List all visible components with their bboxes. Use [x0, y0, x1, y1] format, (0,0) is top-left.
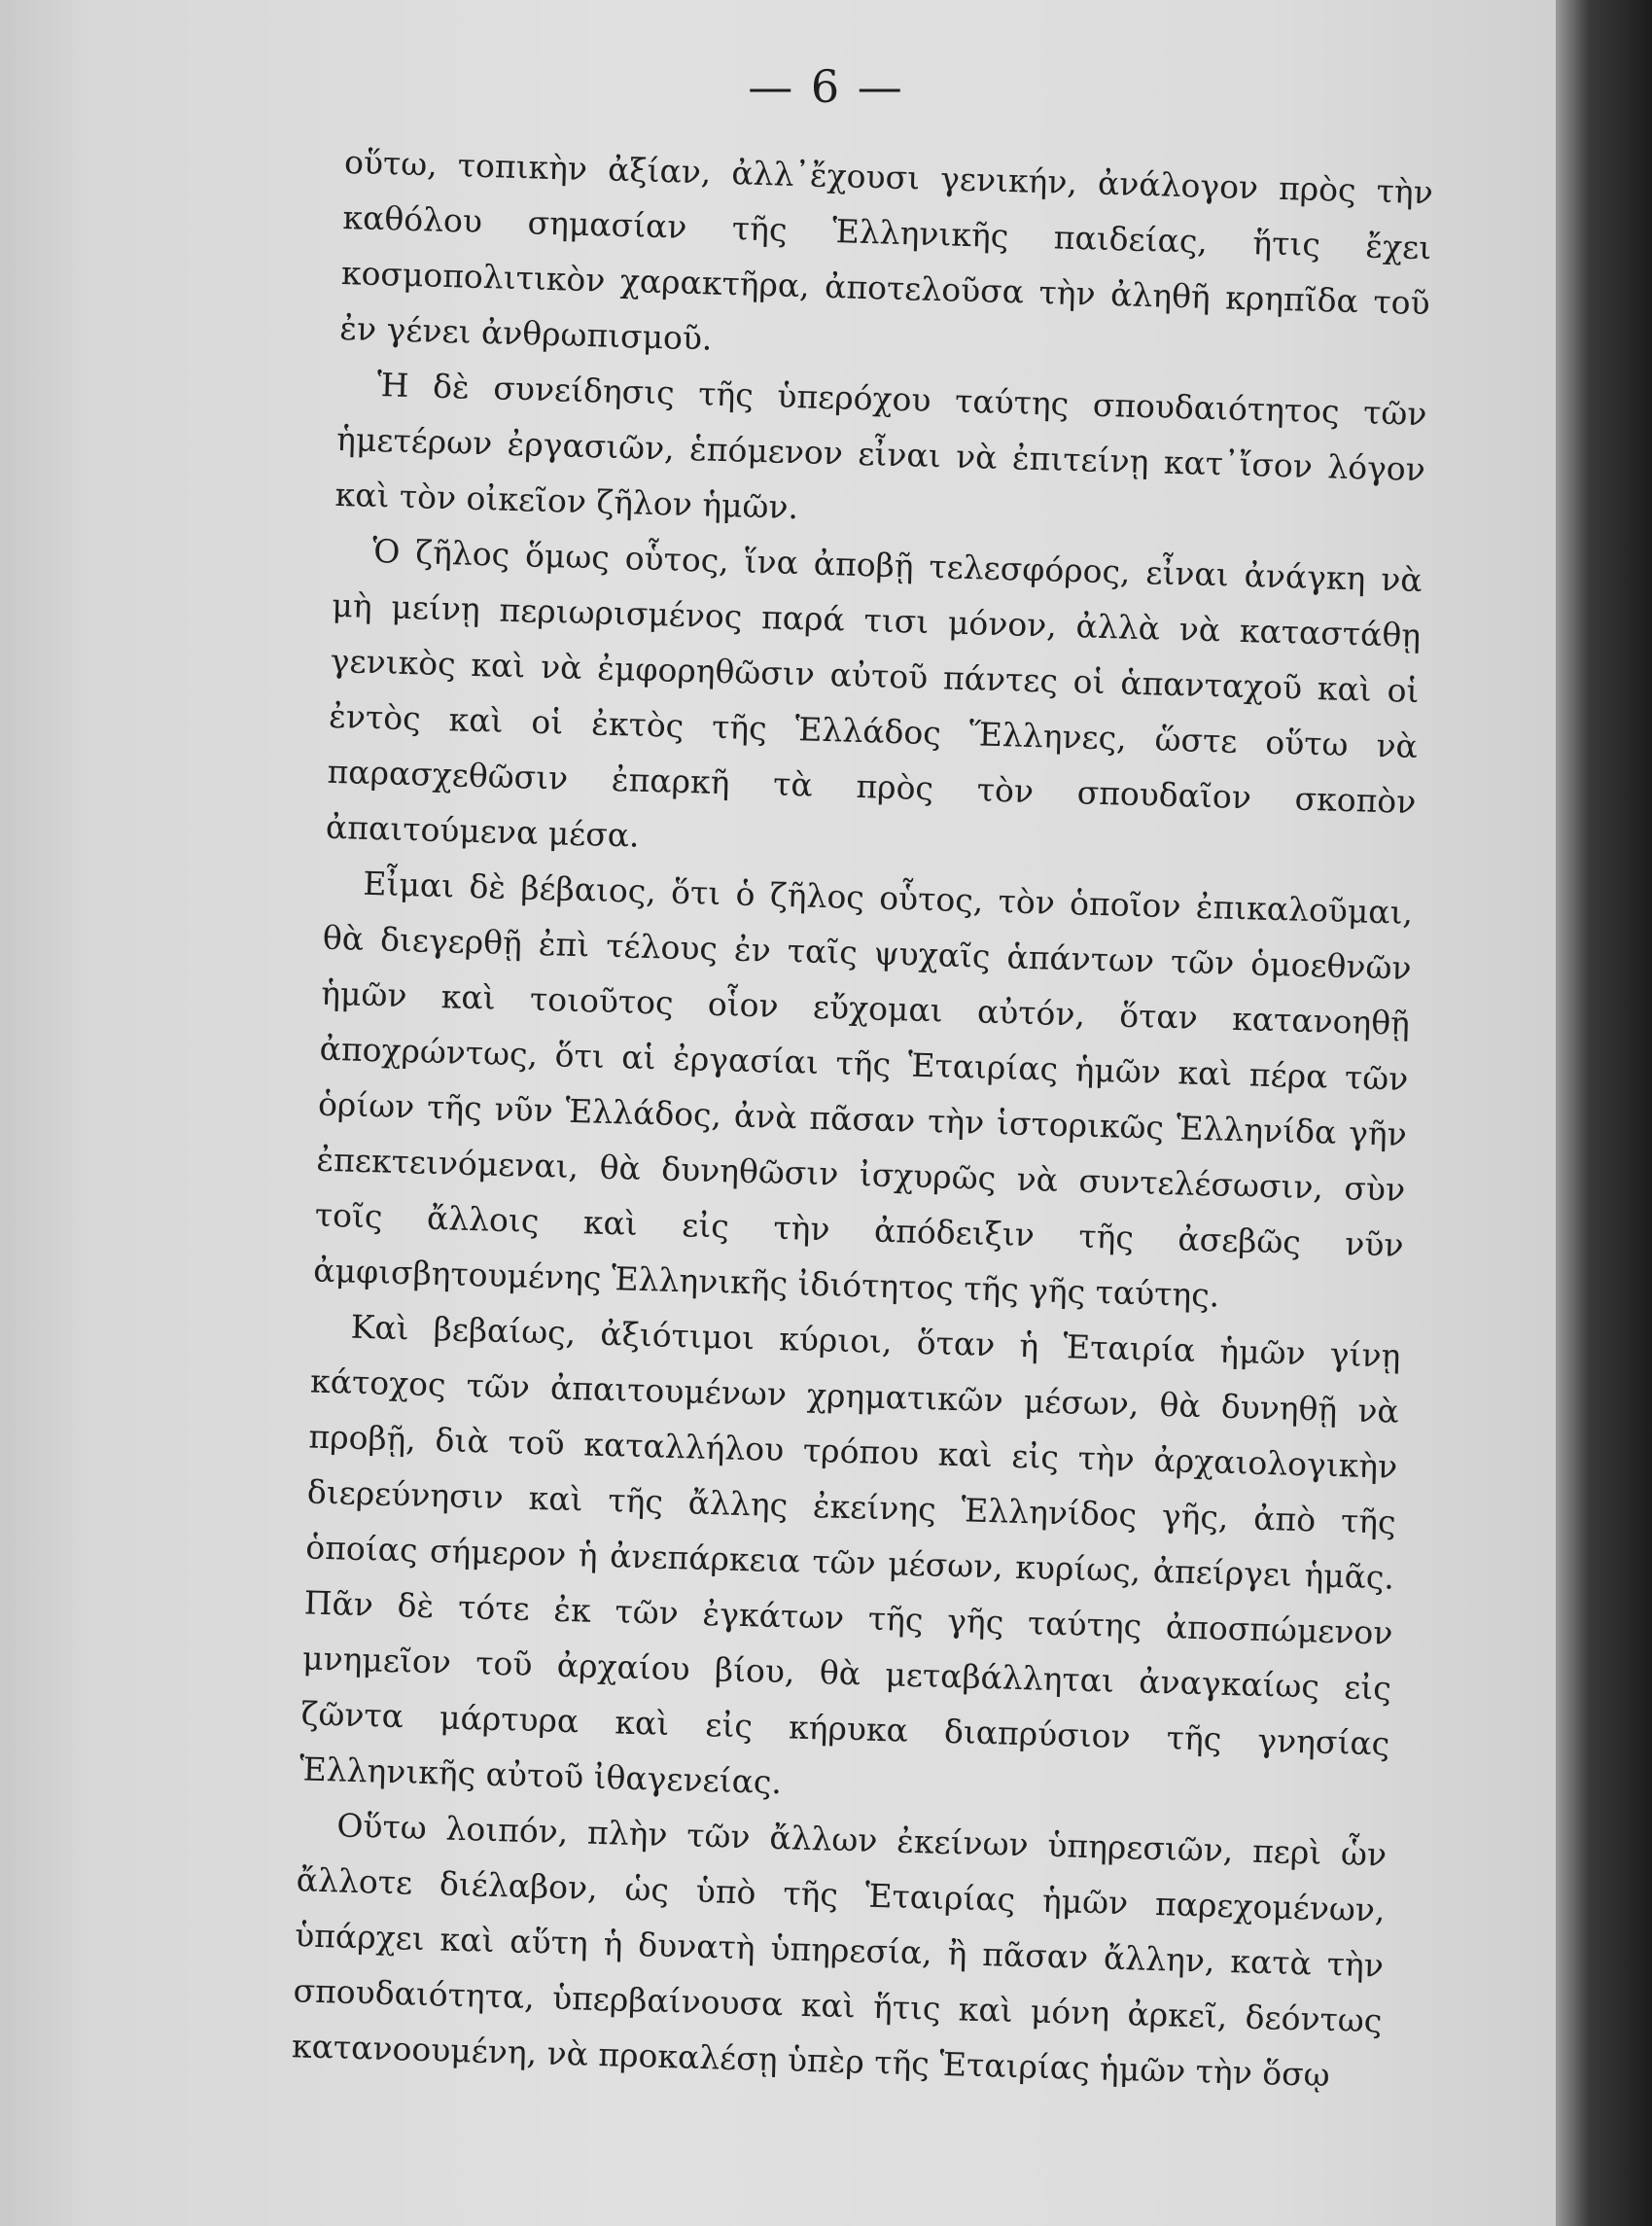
- paragraph-6: Οὕτω λοιπόν, πλὴν τῶν ἄλλων ἐκείνων ὑπηρεσιῶν, περὶ ὧν ἄλλοτε διέλαβον, ὡς ὑπὸ τῆς Ἑταιρίας ἡμῶν παρεχομένων, ὑπάρχει καὶ αὕτη ἡ δυνατὴ ὑπηρεσία, ἢ πᾶσαν ἄλλην, κατὰ τὴν σπουδαιότητα, ὑπερβαίνουσα καὶ ἥτις καὶ μόνη ἀρκεῖ, δεόντως κατανοουμένη, νὰ προκαλέσῃ ὑπὲρ τῆς Ἑταιρίας ἡμῶν τὴν ὅσῳ: [291, 1806, 1388, 2095]
- paragraph-3: Ὁ ζῆλος ὅμως οὗτος, ἵνα ἀποβῇ τελεσφόρος, εἶναι ἀνάγκη νὰ μὴ μείνῃ περιωρισμένος παρά τισι μόνον, ἀλλὰ νὰ καταστάθῃ γενικὸς καὶ νὰ ἐμφορηθῶσιν αὐτοῦ πάντες οἱ ἁπανταχοῦ καὶ οἱ ἐντὸς καὶ οἱ ἐκτὸς τῆς Ἑλλάδος Ἕλληνες, ὥστε οὕτω νὰ παρασχεθῶσιν ἐπαρκῆ τὰ πρὸς τὸν σπουδαῖον σκοπὸν ἀπαιτούμενα μέσα.: [325, 531, 1424, 855]
- body-text: [291, 134, 1433, 2103]
- page-number: — 6 —: [748, 60, 904, 113]
- paragraph-1: οὕτω, τοπικὴν ἀξίαν, ἀλλ᾽ἔχουσι γενικήν, ἀνάλογον πρὸς τὴν καθόλου σημασίαν τῆς Ἑλληνικῆς παιδείας, ἥτις ἔχει κοσμοπολιτικὸν χαρακτῆρα, ἀποτελοῦσα τὴν ἀληθῆ κρηπῖδα τοῦ ἐν γένει ἀνθρωπισμοῦ.: [338, 142, 1434, 358]
- paragraph-4: Εἶμαι δὲ βέβαιος, ὅτι ὁ ζῆλος οὗτος, τὸν ὁποῖον ἐπικαλοῦμαι, θὰ διεγερθῇ ἐπὶ τέλους ἐν ταῖς ψυχαῖς ἁπάντων τῶν ὁμοεθνῶν ἡμῶν καὶ τοιοῦτος οἷον εὔχομαι αὐτόν, ὅταν κατανοηθῇ ἀποχρώντως, ὅτι αἱ ἐργασίαι τῆς Ἑταιρίας ἡμῶν καὶ πέρα τῶν ὁρίων τῆς νῦν Ἑλλάδος, ἀνὰ πᾶσαν τὴν ἱστορικῶς Ἑλληνίδα γῆν ἐπεκτεινόμεναι, θὰ δυνηθῶσιν ἰσχυρῶς νὰ συντελέσωσιν, σὺν τοῖς ἄλλοις καὶ εἰς τὴν ἀπόδειξιν τῆς ἀσεβῶς νῦν ἀμφισβητουμένης Ἑλληνικῆς ἰδιότητος τῆς γῆς ταύτης.: [312, 864, 1414, 1315]
- book-gutter-shadow: [1556, 0, 1652, 2226]
- paragraph-5: Καὶ βεβαίως, ἀξιότιμοι κύριοι, ὅταν ἡ Ἑταιρία ἡμῶν γίνῃ κάτοχος τῶν ἀπαιτουμένων χρηματικῶν μέσων, θὰ δυνηθῇ νὰ προβῇ, διὰ τοῦ καταλλήλου τρόπου καὶ εἰς τὴν ἀρχαιολογικὴν διερεύνησιν καὶ τῆς ἄλλης ἐκείνης Ἑλληνίδος γῆς, ἀπὸ τῆς ὁποίας σήμερον ἡ ἀνεπάρκεια τῶν μέσων, κυρίως, ἀπείργει ἡμᾶς. Πᾶν δὲ τότε ἐκ τῶν ἐγκάτων τῆς γῆς ταύτης ἀποσπώμενον μνημεῖον τοῦ ἀρχαίου βίου, θὰ μεταβάλληται ἀναγκαίως εἰς ζῶντα μάρτυρα καὶ εἰς κήρυκα διαπρύσιον τῆς γνησίας Ἑλληνικῆς αὐτοῦ ἰθαγενείας.: [299, 1307, 1401, 1802]
- paragraph-2: Ἡ δὲ συνείδησις τῆς ὑπερόχου ταύτης σπουδαιότητος τῶν ἡμετέρων ἐργασιῶν, ἑπόμενον εἶναι νὰ ἐπιτείνῃ κατ᾽ἴσον λόγον καὶ τὸν οἰκεῖον ζῆλον ἡμῶν.: [334, 366, 1427, 527]
